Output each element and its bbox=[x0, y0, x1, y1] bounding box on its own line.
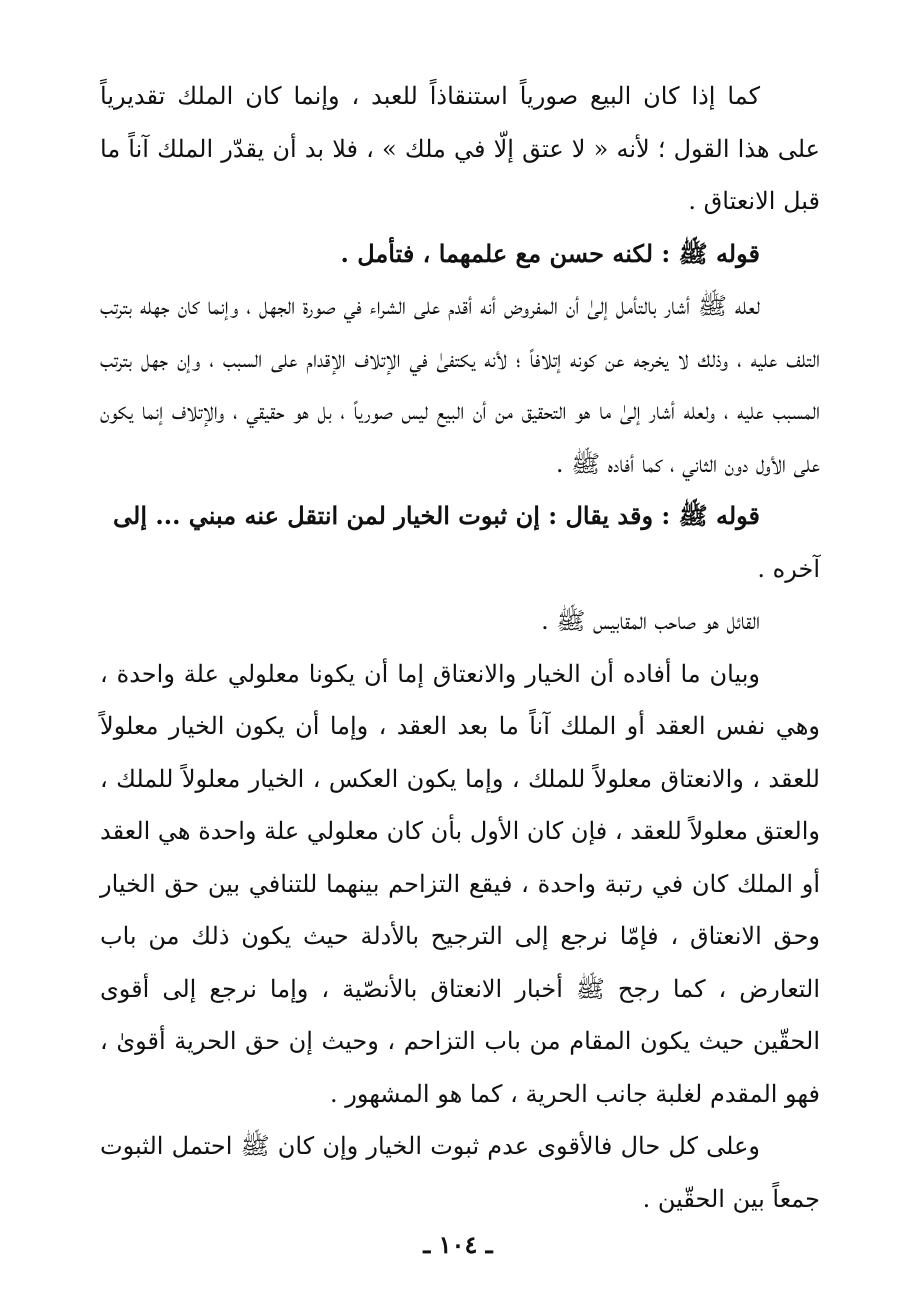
paragraph-3: القائل هو صاحب المقابيس ﷺ . bbox=[541, 607, 760, 635]
heading-quote-2: قوله ﷺ : وقد يقال : إن ثبوت الخيار لمن انتقل عنه مبني ... إلى bbox=[113, 501, 760, 530]
heading-quote-1: قوله ﷺ : لكنه حسن مع علمهما ، فتأمل . bbox=[340, 238, 760, 268]
paragraph-5: وعلى كل حال فالأقوى عدم ثبوت الخيار وإن كان ﷺ احتمل الثبوت جمعاً بين الحقّين . bbox=[100, 1132, 820, 1213]
paragraph-1: كما إذا كان البيع صورياً استنقاذاً للعبد ، وإنما كان الملك تقديرياً على هذا القول ؛ لأنه « لا عتق إلّا في ملك » ، فلا بد أن يقدّر الملك آناً ما قبل الانعتاق . bbox=[100, 82, 820, 215]
page-body bbox=[100, 70, 820, 1225]
page-number: ـ ١٠٤ ـ bbox=[423, 1230, 493, 1259]
paragraph-4: وبيان ما أفاده أن الخيار والانعتاق إما أن يكونا معلولي علة واحدة ، وهي نفس العقد أو الملك آناً ما بعد العقد ، وإما أن يكون الخيار معلولاً للعقد ، والانعتاق معلولاً للملك ، وإما يكون العكس ، الخيار معلولاً للملك ، والعتق معلولاً للعقد ، فإن كان الأول بأن كان معلولي علة واحدة هي العقد أو الملك كان في رتبة واحدة ، فيقع التزاحم بينهما للتنافي بين حق الخيار وحق الانعتاق ، فإمّا نرجع إلى الترجيح بالأدلة حيث يكون ذلك من باب التعارض ، كما رجح ﷺ أخبار الانعتاق بالأنصّية ، وإما نرجع إلى أقوى الحقّين حيث يكون المقام من باب التزاحم ، وحيث إن حق الحرية أقوىٰ ، فهو المقدم لغلبة جانب الحرية ، كما هو المشهور . bbox=[100, 659, 820, 1108]
heading-quote-2-continuation: آخره . bbox=[757, 554, 820, 583]
paragraph-2: لعله ﷺ أشار بالتأمل إلىٰ أن المفروض أنه أقدم على الشراء في صورة الجهل ، وإنما كان جهله بترتب التلف عليه ، وذلك لا يخرجه عن كونه إتلافاً ؛ لأنه يكتفىٰ في الإتلاف الإقدام على السبب ، وإن جهل بترتب المسبب عليه ، ولعله أشار إلىٰ ما هو التحقيق من أن البيع ليس صورياً ، بل هو حقيقي ، والإتلاف إنما يكون على الأول دون الثاني ، كما أفاده ﷺ . bbox=[100, 292, 820, 478]
